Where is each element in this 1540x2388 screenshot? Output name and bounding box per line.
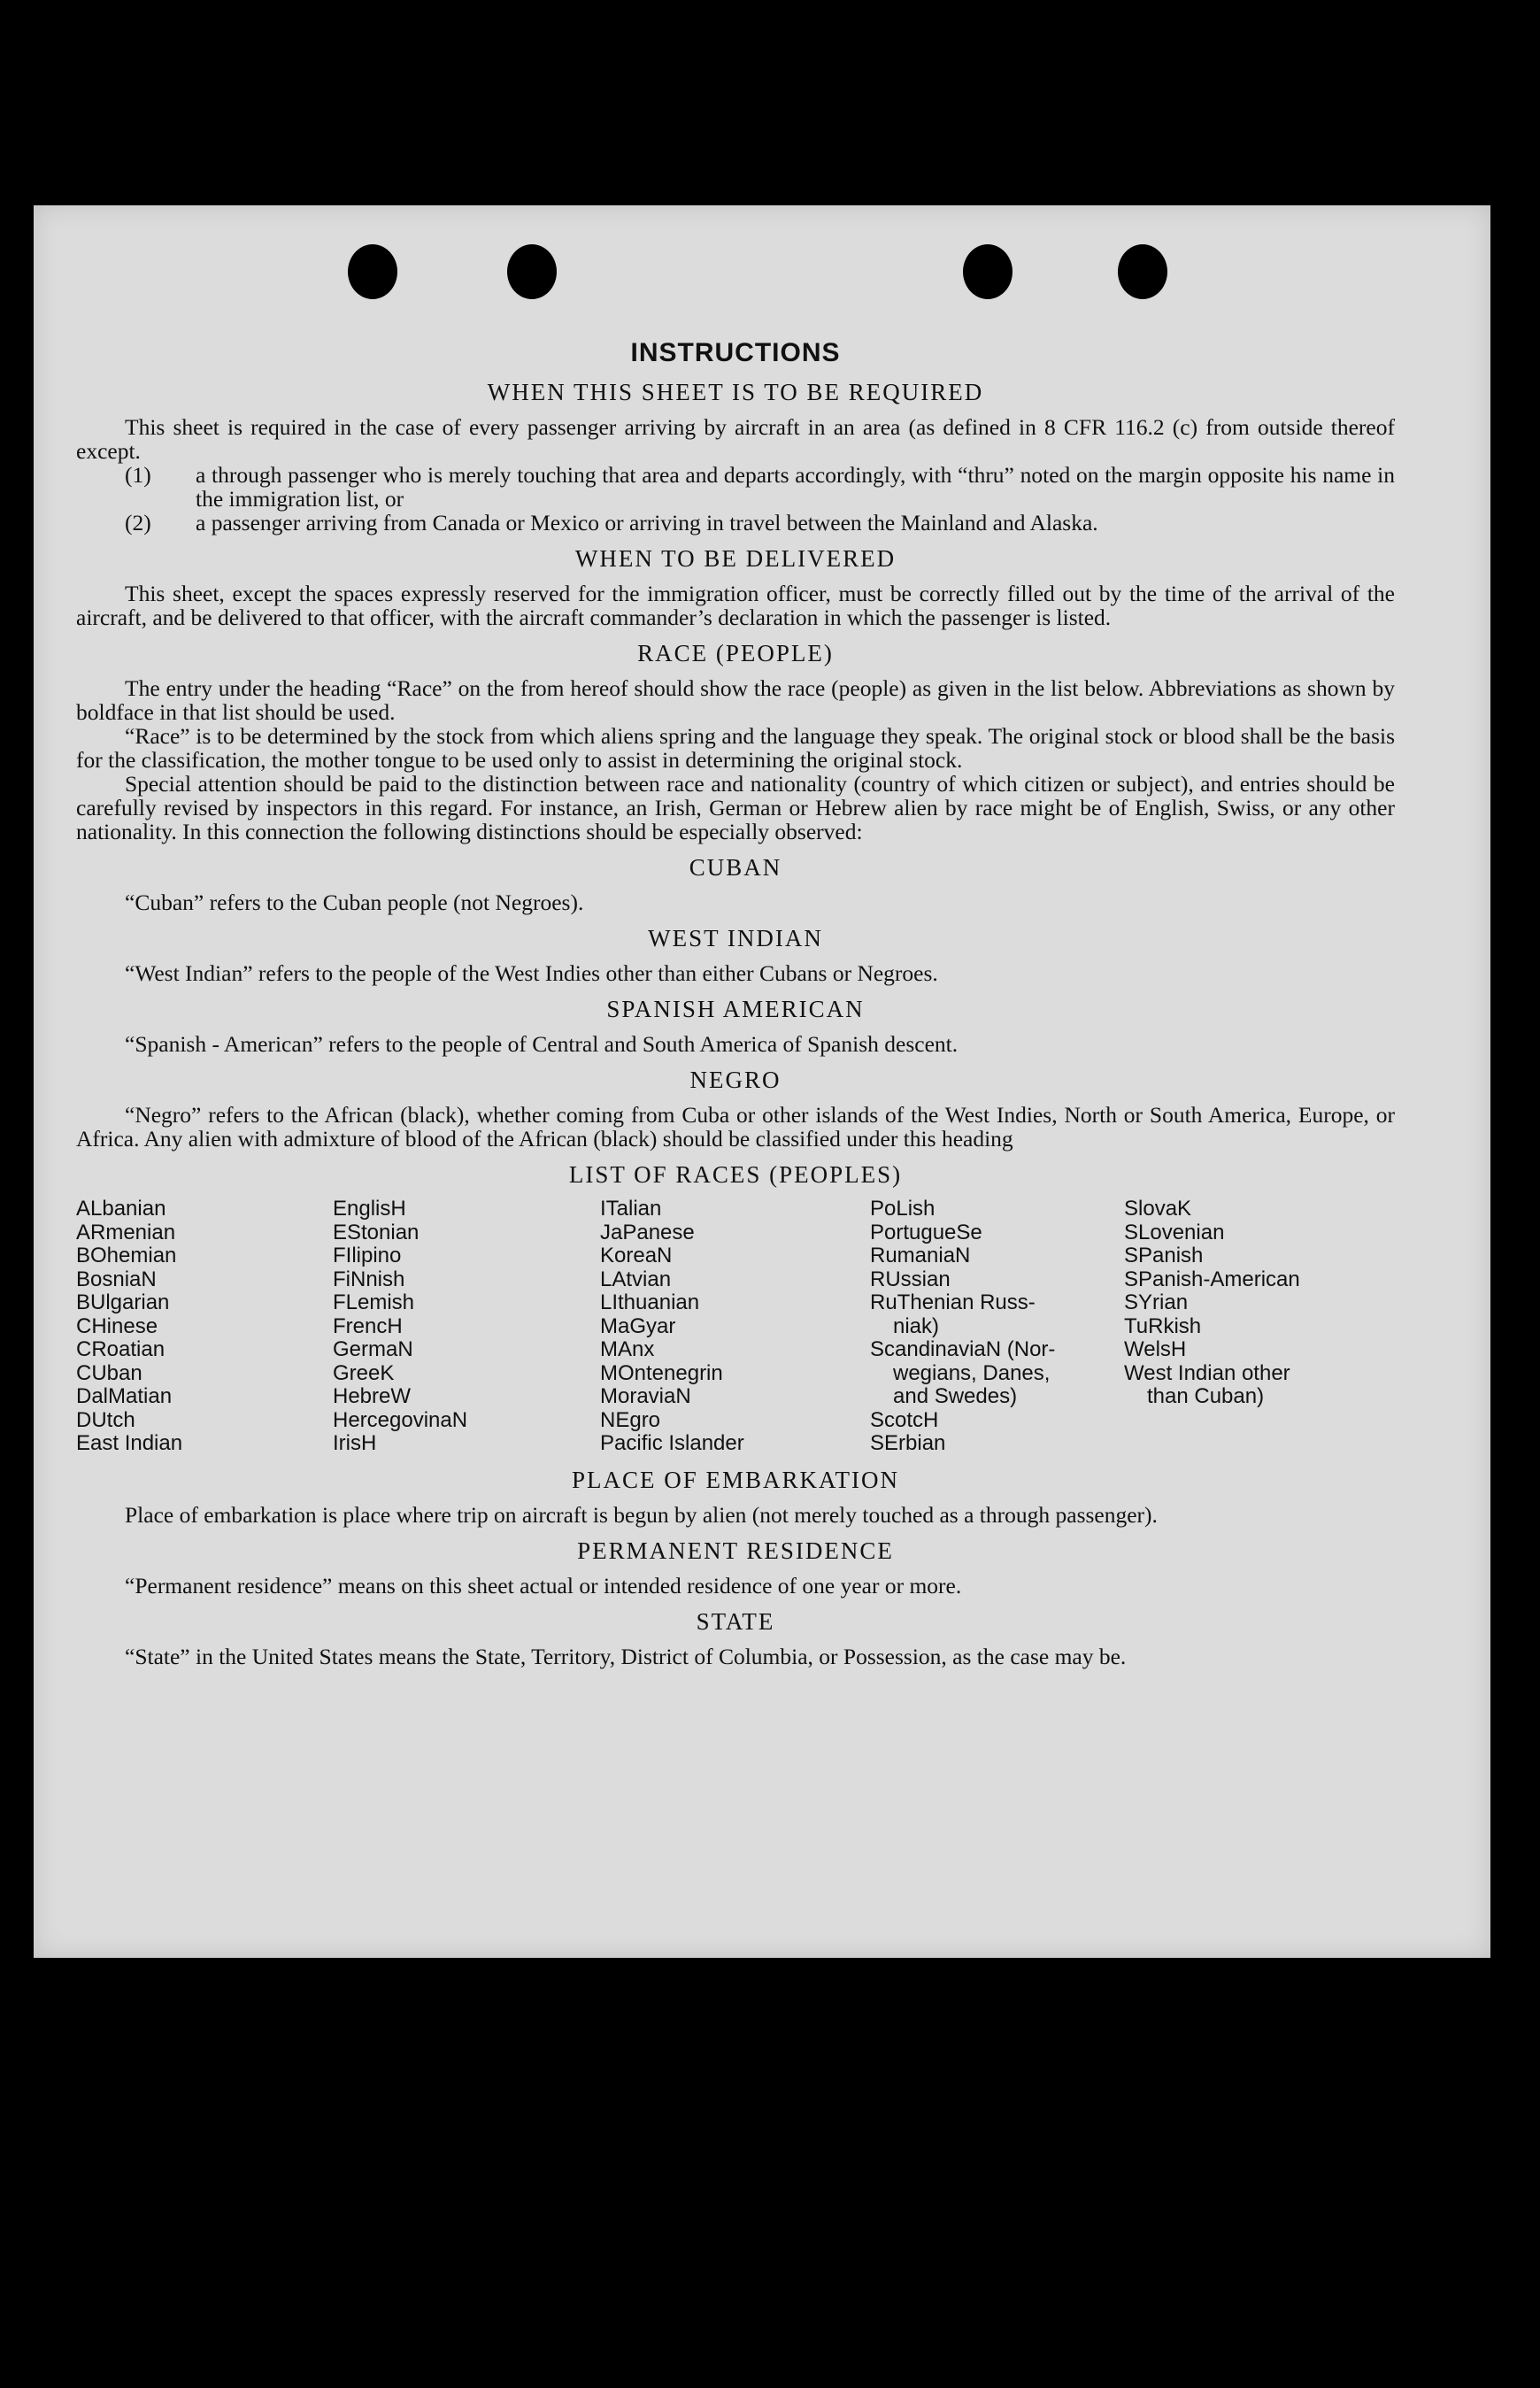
instructions-content <box>76 338 1395 1668</box>
section-paragraph: “West Indian” refers to the people of the West Indies other than either Cubans or Negroes. <box>125 960 938 986</box>
race-entry: PoLish <box>870 1197 936 1221</box>
race-entry: wegians, Danes, <box>893 1360 1051 1385</box>
race-entry: CUban <box>76 1360 142 1385</box>
race-entry: EStonian <box>333 1220 420 1244</box>
punch-hole <box>507 244 557 299</box>
punch-hole <box>1118 244 1167 299</box>
race-entry: niak) <box>893 1313 940 1338</box>
section-paragraph: “Race” is to be determined by the stock from which aliens spring and the language they speak. The original stock or blood shall be the basis for the classification, the mother tongue to be used only to assist in determining the original stock. <box>76 723 1395 773</box>
race-column <box>76 1198 333 1456</box>
race-list <box>76 1198 1395 1456</box>
race-entry: GermaN <box>333 1337 413 1361</box>
section-heading: RACE (PEOPLE) <box>637 640 834 666</box>
race-entry: FrencH <box>333 1313 403 1338</box>
section-paragraph: Special attention should be paid to the distinction between race and nationality (country of which citizen or subject), and entries should be carefully revised by inspectors in this regard. For instance, an Irish, German or Hebrew alien by race might be of English, Swiss, or any other nationality. In this connection the following distinctions should be especially observed: <box>76 771 1395 844</box>
section-heading: PLACE OF EMBARKATION <box>571 1466 900 1493</box>
item-text: a through passenger who is merely touching that area and departs accordingly, with “thru” noted on the margin opposite his name in the immigration list, or <box>196 462 1395 512</box>
race-entry: MaGyar <box>600 1313 676 1338</box>
race-entry: WelsH <box>1124 1337 1187 1361</box>
race-entry: SlovaK <box>1124 1197 1192 1221</box>
race-entry: SLovenian <box>1124 1220 1225 1244</box>
section-heading: STATE <box>696 1607 775 1635</box>
list-item <box>76 511 1395 535</box>
section-paragraph: “Spanish - American” refers to the people of Central and South America of Spanish descent. <box>125 1031 959 1057</box>
race-entry: TuRkish <box>1124 1313 1202 1338</box>
item-text: a passenger arriving from Canada or Mexico or arriving in travel between the Mainland and Alaska. <box>196 510 1098 535</box>
page-title: INSTRUCTIONS <box>630 338 841 367</box>
race-entry: LAtvian <box>600 1267 672 1291</box>
race-entry: FiNnish <box>333 1267 405 1291</box>
race-column <box>1124 1198 1372 1456</box>
race-entry: MOntenegrin <box>600 1360 723 1385</box>
race-entry: East Indian <box>76 1431 183 1455</box>
race-entry: NEgro <box>600 1407 661 1432</box>
race-entry: SPanish <box>1124 1244 1204 1267</box>
race-entry: CHinese <box>76 1313 158 1338</box>
race-entry: Pacific Islander <box>600 1431 744 1455</box>
race-entry: BOhemian <box>76 1244 177 1267</box>
section-heading: LIST OF RACES (PEOPLES) <box>568 1161 903 1188</box>
item-number: (2) <box>125 510 151 535</box>
race-entry: CRoatian <box>76 1337 166 1361</box>
race-entry: JaPanese <box>600 1220 695 1244</box>
race-entry: KoreaN <box>600 1244 673 1267</box>
race-entry: BUlgarian <box>76 1290 170 1314</box>
race-entry: FLemish <box>333 1290 415 1314</box>
section-heading: WHEN TO BE DELIVERED <box>574 545 897 572</box>
section-paragraph: “Cuban” refers to the Cuban people (not Negroes). <box>125 890 584 915</box>
race-entry: LIthuanian <box>600 1290 700 1314</box>
section-paragraph: “State” in the United States means the State, Territory, District of Columbia, or Possession, as the case may be. <box>125 1643 1127 1669</box>
race-entry: ScandinaviaN (Nor- <box>870 1337 1056 1361</box>
race-entry: DalMatian <box>76 1384 173 1408</box>
section-heading: SPANISH AMERICAN <box>606 996 865 1022</box>
race-entry: RUssian <box>870 1267 951 1291</box>
race-entry: RuThenian Russ- <box>870 1290 1036 1314</box>
section-paragraph: Place of embarkation is place where trip on aircraft is begun by alien (not merely touched as a through passenger). <box>125 1501 1158 1528</box>
section-heading: NEGRO <box>689 1067 782 1093</box>
race-entry: FIlipino <box>333 1244 402 1267</box>
race-entry: PortugueSe <box>870 1220 982 1244</box>
list-item <box>76 463 1395 511</box>
section-heading: PERMANENT RESIDENCE <box>577 1537 894 1564</box>
item-number: (1) <box>125 462 151 488</box>
race-entry: HebreW <box>333 1384 412 1408</box>
race-entry: West Indian other <box>1124 1360 1290 1385</box>
race-entry: IrisH <box>333 1431 377 1455</box>
race-entry: HercegovinaN <box>333 1407 468 1432</box>
section-heading: CUBAN <box>689 854 782 881</box>
race-entry: MAnx <box>600 1337 655 1361</box>
race-entry: RumaniaN <box>870 1244 971 1267</box>
section-paragraph: “Negro” refers to the African (black), whether coming from Cuba or other islands of the West Indies, North or South America, Europe, or Africa. Any alien with admixture of blood of the African (black) should be classified under this heading <box>76 1102 1395 1152</box>
section-heading: WEST INDIAN <box>648 925 823 951</box>
race-entry: and Swedes) <box>893 1384 1018 1408</box>
race-entry: SErbian <box>870 1431 946 1455</box>
section-paragraph: The entry under the heading “Race” on the from hereof should show the race (people) as given in the list below. Abbreviations as shown by boldface in that list should be used. <box>76 675 1395 725</box>
race-entry: MoraviaN <box>600 1384 691 1408</box>
section-paragraph: This sheet, except the spaces expressly reserved for the immigration officer, must be correctly filled out by the time of the arrival of the aircraft, and be delivered to that officer, with the aircraft commander’s declaration in which the passenger is listed. <box>76 581 1395 630</box>
race-column <box>600 1198 870 1456</box>
race-column <box>333 1198 600 1456</box>
race-entry: ALbanian <box>76 1197 166 1221</box>
section-paragraph: This sheet is required in the case of every passenger arriving by aircraft in an area (as defined in 8 CFR 116.2 (c) from outside thereof except. <box>76 414 1395 464</box>
race-entry: SPanish-American <box>1124 1267 1300 1291</box>
race-column <box>870 1198 1124 1456</box>
race-entry: DUtch <box>76 1407 135 1432</box>
race-entry: ScotcH <box>870 1407 939 1432</box>
section-heading: WHEN THIS SHEET IS TO BE REQUIRED <box>487 379 984 405</box>
race-entry: SYrian <box>1124 1290 1189 1314</box>
race-entry: ARmenian <box>76 1220 176 1244</box>
race-entry: GreeK <box>333 1360 395 1385</box>
instruction-sheet <box>34 205 1490 1958</box>
race-entry: ITalian <box>600 1197 662 1221</box>
race-entry: EnglisH <box>333 1197 406 1221</box>
punch-hole <box>963 244 1013 299</box>
race-entry: BosniaN <box>76 1267 157 1291</box>
punch-hole <box>348 244 397 299</box>
race-entry: than Cuban) <box>1147 1384 1265 1408</box>
section-paragraph: “Permanent residence” means on this sheet actual or intended residence of one year or more. <box>125 1572 962 1598</box>
